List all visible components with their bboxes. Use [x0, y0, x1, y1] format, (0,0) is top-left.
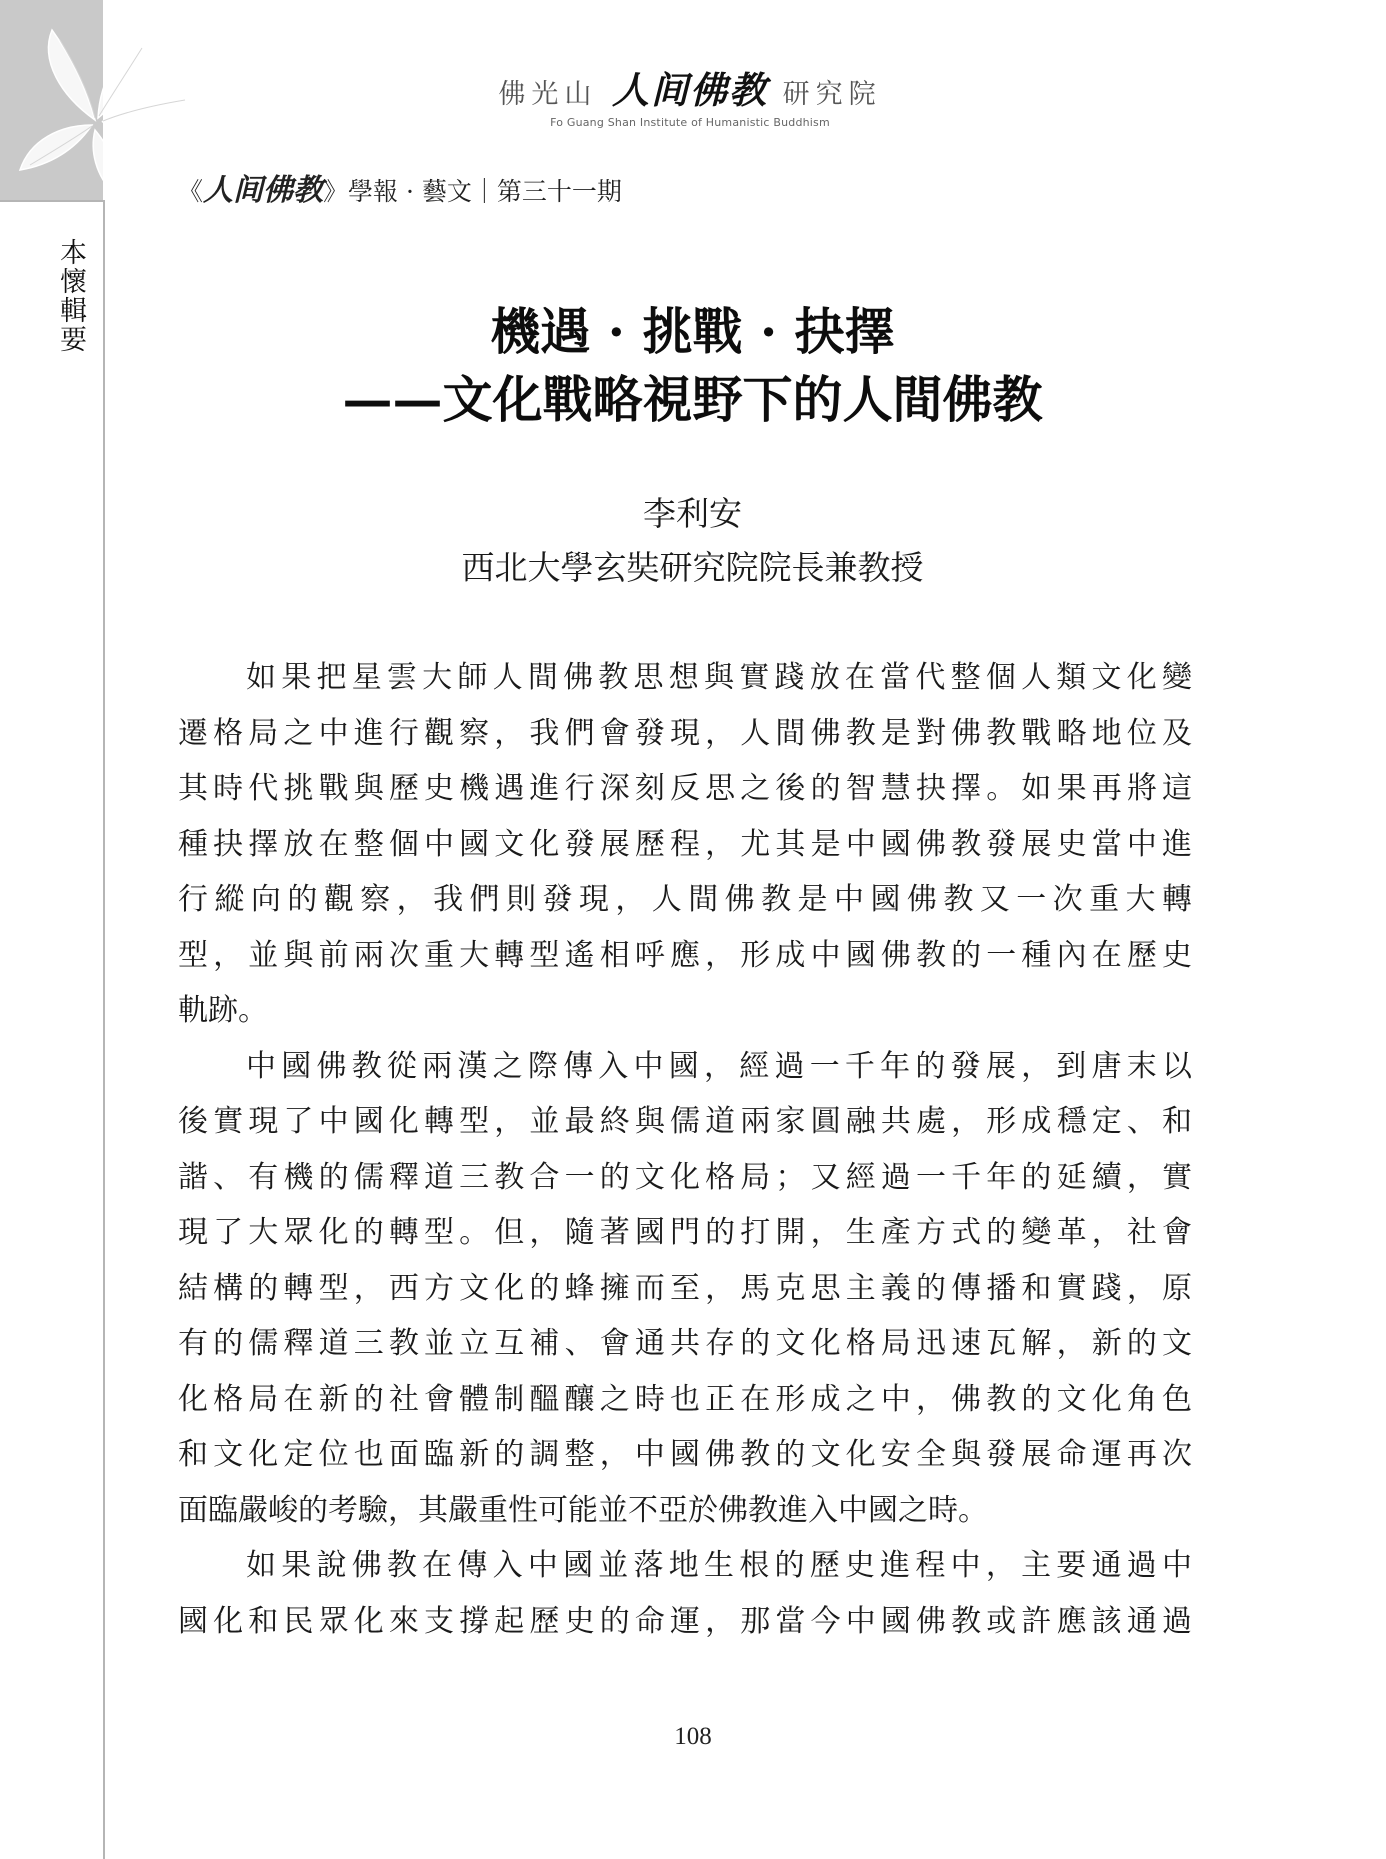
body-line: 中國佛教從兩漢之際傳入中國，經過一千年的發展，到唐末以	[246, 1048, 1192, 1084]
body-line: 遷格局之中進行觀察，我們會發現，人間佛教是對佛教戰略地位及	[178, 715, 1192, 751]
institute-suffix: 研究院	[782, 79, 882, 110]
title-line-1: 機遇 · 挑戰 · 抉擇	[490, 302, 895, 361]
body-line: 國化和民眾化來支撐起歷史的命運，那當今中國佛教或許應該通過	[178, 1603, 1192, 1639]
author-block	[200, 487, 1185, 595]
journal-close-mark: 》	[323, 177, 349, 206]
page-number: 108	[674, 1723, 712, 1750]
institute-brand: 人间佛教	[612, 68, 768, 112]
body-line: 如果說佛教在傳入中國並落地生根的歷史進程中，主要通過中	[246, 1548, 1192, 1583]
journal-running-header	[178, 165, 622, 209]
section-tab: 本懷輯要	[55, 238, 86, 354]
body-line: 後實現了中國化轉型，並最終與儒道兩家圓融共處，形成穩定、和	[178, 1104, 1192, 1139]
body-line: 面臨嚴峻的考驗，其嚴重性可能並不亞於佛教進入中國之時。	[178, 1492, 988, 1528]
institute-prefix: 佛光山	[498, 79, 598, 110]
body-line: 型，並與前兩次重大轉型遙相呼應，形成中國佛教的一種內在歷史	[178, 937, 1192, 973]
institute-name	[430, 60, 950, 114]
body-line: 軌跡。	[178, 993, 268, 1028]
article-title	[200, 298, 1185, 434]
body-line: 結構的轉型，西方文化的蜂擁而至，馬克思主義的傳播和實踐，原	[178, 1270, 1192, 1306]
side-rule	[103, 200, 105, 1859]
article-body	[178, 650, 1192, 1649]
journal-issue: 學報 · 藝文｜第三十一期	[348, 177, 622, 206]
body-line: 其時代挑戰與歷史機遇進行深刻反思之後的智慧抉擇。如果再將這	[178, 771, 1192, 806]
body-line: 現了大眾化的轉型。但，隨著國門的打開，生產方式的變革，社會	[178, 1215, 1192, 1250]
institute-english-name: Fo Guang Shan Institute of Humanistic Buddhism	[550, 116, 830, 129]
author-affiliation: 西北大學玄奘研究院院長兼教授	[461, 548, 924, 587]
author-name: 李利安	[643, 494, 742, 533]
body-line: 諧、有機的儒釋道三教合一的文化格局；又經過一千年的延續，實	[178, 1159, 1192, 1195]
side-rule-top	[0, 200, 105, 202]
body-line: 種抉擇放在整個中國文化發展歷程，尤其是中國佛教發展史當中進	[178, 826, 1192, 862]
journal-open-mark: 《	[178, 177, 204, 206]
body-line: 化格局在新的社會體制醞釀之時也正在形成之中，佛教的文化角色	[178, 1381, 1192, 1417]
body-line: 如果把星雲大師人間佛教思想與實踐放在當代整個人類文化變	[246, 660, 1192, 695]
body-line: 行縱向的觀察，我們則發現，人間佛教是中國佛教又一次重大轉	[178, 882, 1192, 917]
body-line: 有的儒釋道三教並立互補、會通共存的文化格局迅速瓦解，新的文	[178, 1326, 1192, 1361]
body-line: 和文化定位也面臨新的調整，中國佛教的文化安全與發展命運再次	[178, 1437, 1192, 1472]
title-line-2: ——文化戰略視野下的人間佛教	[342, 370, 1043, 429]
institute-header	[430, 60, 950, 129]
journal-brand: 人间佛教	[203, 173, 324, 208]
